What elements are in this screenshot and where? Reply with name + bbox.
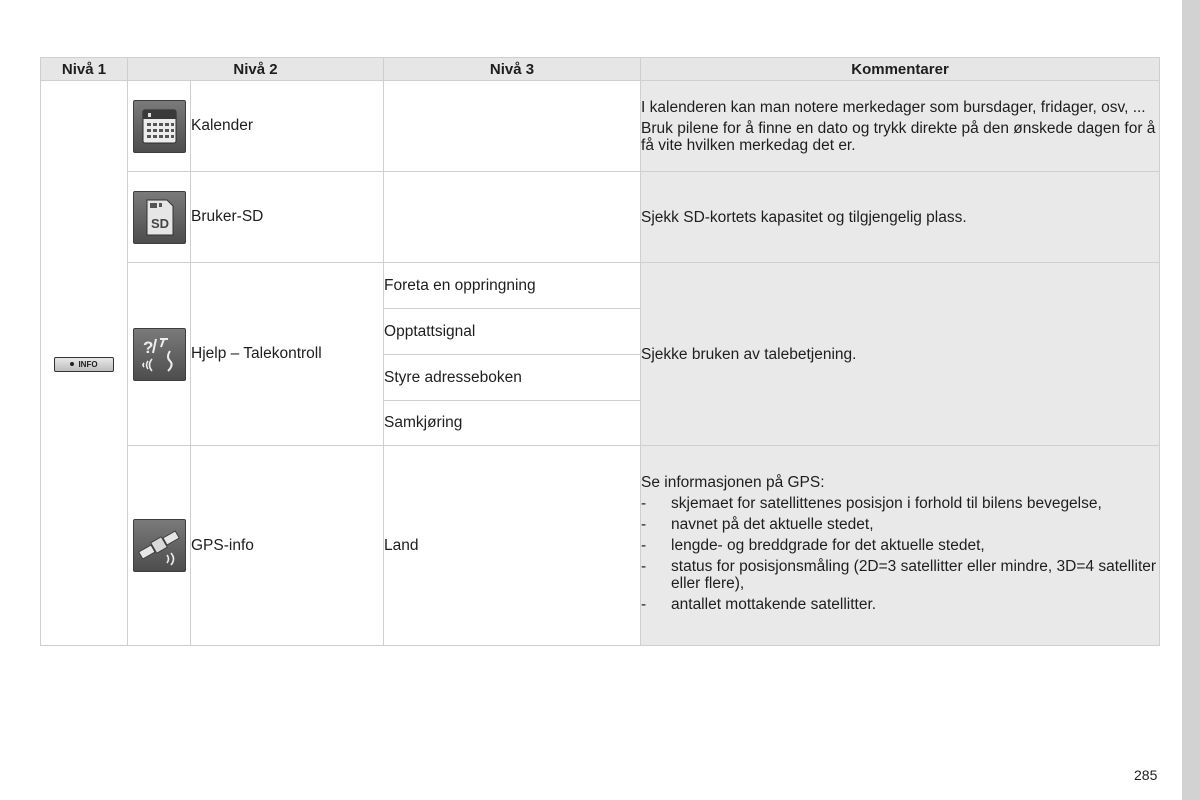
header-level-1: Nivå 1	[41, 58, 128, 81]
level-2-label: Hjelp – Talekontroll	[191, 263, 384, 446]
header-level-2: Nivå 2	[128, 58, 384, 81]
level-1-cell	[41, 81, 128, 646]
comment-cell	[641, 263, 1160, 446]
list-item: - skjemaet for satellittenes posisjon i forhold til bilens bevegelse,	[641, 495, 1102, 512]
level-3-label: Opptattsignal	[384, 309, 641, 355]
comment-cell	[641, 81, 1160, 172]
sd-card-icon	[133, 191, 186, 244]
list-item: - antallet mottakende satellitter.	[641, 596, 877, 613]
level-3-label: Foreta en oppringning	[384, 263, 641, 309]
level-3-label: Samkjøring	[384, 401, 641, 446]
header-comments: Kommentarer	[641, 58, 1160, 81]
level-2-label: Kalender	[191, 81, 384, 172]
table-row	[41, 263, 1160, 309]
table-header-row	[41, 58, 1160, 81]
comment-text: Bruk pilene for å finne en dato og trykk direkte på den ønskede dagen for å få vite hvilken merkedag det er.	[641, 119, 1156, 154]
level-2-label: GPS-info	[191, 446, 384, 646]
info-button-label: INFO	[78, 360, 98, 369]
list-item: - status for posisjonsmåling (2D=3 satellitter eller mindre, 3D=4 satelliter eller flere),	[641, 558, 1157, 592]
satellite-icon	[133, 519, 186, 572]
gps-info-list	[641, 495, 1159, 613]
comment-cell	[641, 172, 1160, 263]
page-edge-strip	[1182, 0, 1200, 800]
calendar-icon	[133, 100, 186, 153]
list-item: - lengde- og breddgrade for det aktuelle stedet,	[641, 537, 985, 554]
svg-text:?: ?	[142, 337, 153, 357]
table-row	[41, 81, 1160, 172]
level-3-label: Land	[384, 446, 641, 646]
table-row	[41, 172, 1160, 263]
comment-text: Sjekk SD-kortets kapasitet og tilgjengelig plass.	[641, 208, 967, 226]
level-3-label: Styre adresseboken	[384, 355, 641, 401]
comment-intro: Se informasjonen på GPS:	[641, 474, 825, 491]
svg-text:SD: SD	[150, 215, 169, 231]
comment-cell	[641, 446, 1160, 646]
comment-text: I kalenderen kan man notere merkedager som bursdager, fridager, osv, ...	[641, 98, 1146, 116]
info-button-icon	[54, 357, 114, 372]
level-2-label: Bruker-SD	[191, 172, 384, 263]
table-row	[41, 446, 1160, 646]
menu-table	[40, 57, 1160, 646]
list-item: - navnet på det aktuelle stedet,	[641, 516, 874, 533]
comment-text: Sjekke bruken av talebetjening.	[641, 345, 857, 363]
page-number: 285	[1134, 767, 1158, 783]
header-level-3: Nivå 3	[384, 58, 641, 81]
level-3-empty	[384, 172, 641, 263]
level-3-empty	[384, 81, 641, 172]
voice-control-help-icon	[133, 328, 186, 381]
